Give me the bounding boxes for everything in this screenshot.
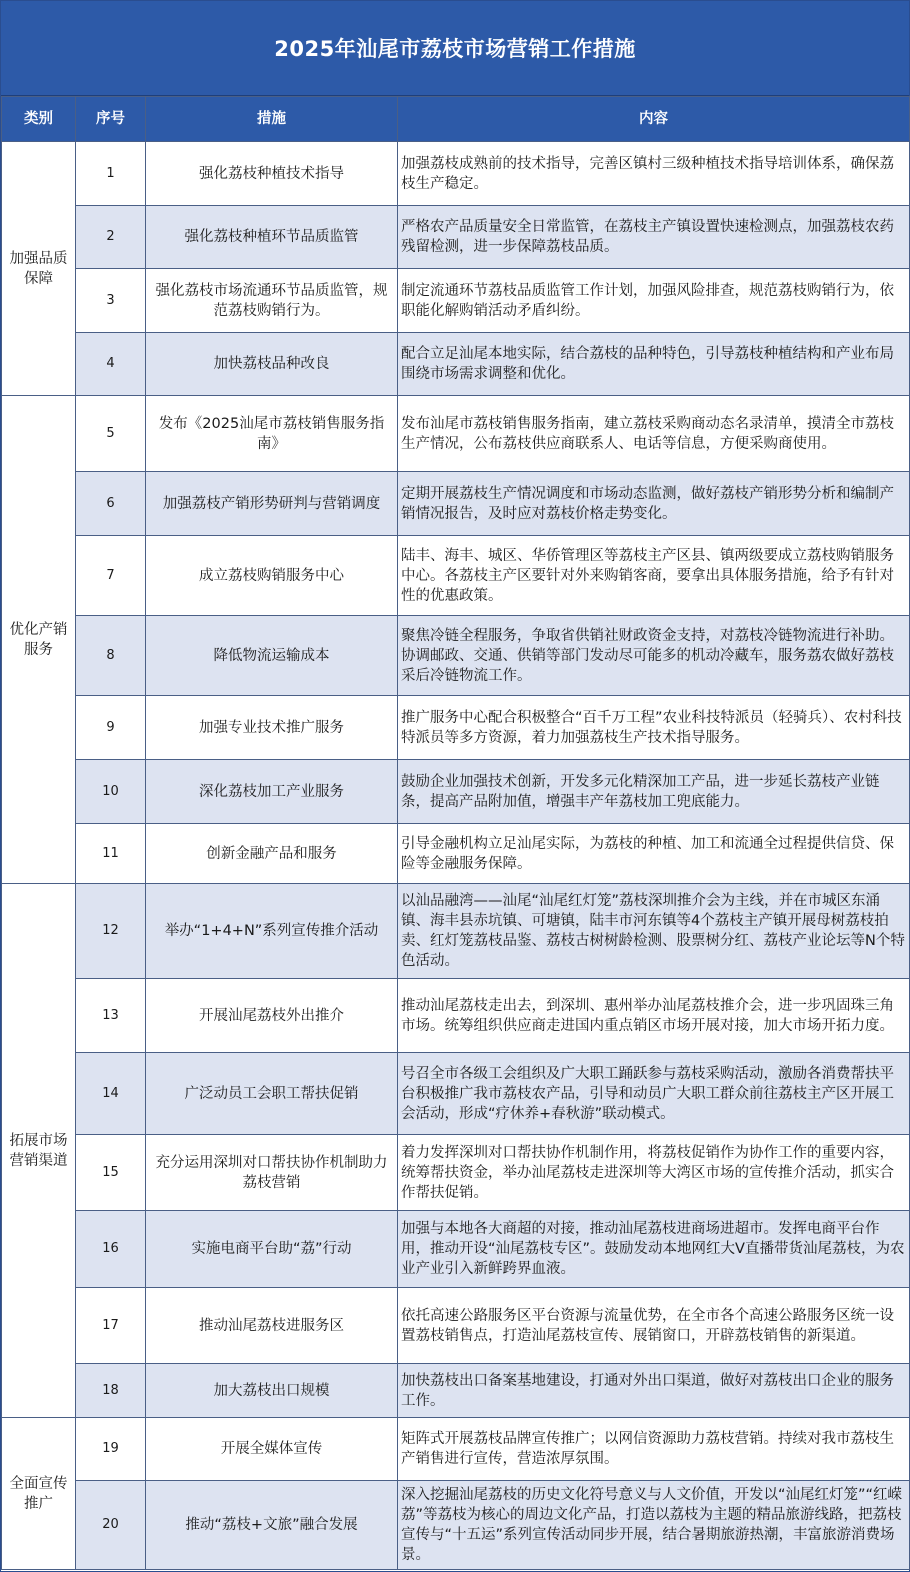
header-number: 序号 [76,97,146,142]
number-cell: 16 [76,1211,146,1288]
number-cell: 6 [76,472,146,536]
content-cell: 推动汕尾荔枝走出去，到深圳、惠州举办汕尾荔枝推介会，进一步巩固珠三角市场。统筹组织供应商走进国内重点销区市场开展对接，加大市场开拓力度。 [398,979,910,1053]
header-category: 类别 [2,97,76,142]
table-row [2,333,910,396]
measure-cell: 开展全媒体宣传 [146,1418,398,1481]
measure-cell: 充分运用深圳对口帮扶协作机制助力荔枝营销 [146,1135,398,1211]
number-cell: 7 [76,536,146,616]
content-cell: 定期开展荔枝生产情况调度和市场动态监测，做好荔枝产销形势分析和编制产销情况报告，及时应对荔枝价格走势变化。 [398,472,910,536]
table-header-row [2,97,910,142]
measure-cell: 加强荔枝产销形势研判与营销调度 [146,472,398,536]
category-cell: 拓展市场营销渠道 [2,884,76,1418]
content-cell: 陆丰、海丰、城区、华侨管理区等荔枝主产区县、镇两级要成立荔枝购销服务中心。各荔枝主产区要针对外来购销客商，要拿出具体服务措施，给予有针对性的优惠政策。 [398,536,910,616]
table-row [2,1288,910,1364]
measure-cell: 发布《2025汕尾市荔枝销售服务指南》 [146,396,398,472]
measure-cell: 创新金融产品和服务 [146,824,398,884]
content-cell: 鼓励企业加强技术创新，开发多元化精深加工产品，进一步延长荔枝产业链条，提高产品附加值，增强丰产年荔枝加工兜底能力。 [398,760,910,824]
number-cell: 12 [76,884,146,979]
table-row [2,1053,910,1135]
table-row [2,472,910,536]
table-row [2,142,910,206]
content-cell: 引导金融机构立足汕尾实际，为荔枝的种植、加工和流通全过程提供信贷、保险等金融服务保障。 [398,824,910,884]
measure-cell: 开展汕尾荔枝外出推介 [146,979,398,1053]
table-row [2,206,910,269]
table-row [2,1135,910,1211]
document-title: 2025年汕尾市荔枝市场营销工作措施 [1,1,909,96]
content-cell: 号召全市各级工会组织及广大职工踊跃参与荔枝采购活动，激励各消费帮扶平台积极推广我市荔枝农产品，引导和动员广大职工群众前往荔枝主产区开展工会活动，形成“疗休养+春秋游”联动模式。 [398,1053,910,1135]
number-cell: 13 [76,979,146,1053]
category-cell: 优化产销服务 [2,396,76,884]
content-cell: 发布汕尾市荔枝销售服务指南，建立荔枝采购商动态名录清单，摸清全市荔枝生产情况，公布荔枝供应商联系人、电话等信息，方便采购商使用。 [398,396,910,472]
number-cell: 2 [76,206,146,269]
measure-cell: 广泛动员工会职工帮扶促销 [146,1053,398,1135]
number-cell: 18 [76,1364,146,1418]
content-cell: 聚焦冷链全程服务，争取省供销社财政资金支持，对荔枝冷链物流进行补助。协调邮政、交通、供销等部门发动尽可能多的机动冷藏车，服务荔农做好荔枝采后冷链物流工作。 [398,616,910,696]
measure-cell: 举办“1+4+N”系列宣传推介活动 [146,884,398,979]
measure-cell: 成立荔枝购销服务中心 [146,536,398,616]
measure-cell: 降低物流运输成本 [146,616,398,696]
category-cell: 加强品质保障 [2,142,76,396]
table-row [2,760,910,824]
content-cell: 加强与本地各大商超的对接，推动汕尾荔枝进商场进超市。发挥电商平台作用，推动开设“汕尾荔枝专区”。鼓励发动本地网红大V直播带货汕尾荔枝，为农业产业引入新鲜跨界血液。 [398,1211,910,1288]
table-row [2,269,910,333]
content-cell: 严格农产品质量安全日常监管，在荔枝主产镇设置快速检测点，加强荔枝农药残留检测，进一步保障荔枝品质。 [398,206,910,269]
measures-table [1,96,910,1570]
table-row [2,1481,910,1570]
table-row [2,884,910,979]
number-cell: 10 [76,760,146,824]
number-cell: 3 [76,269,146,333]
content-cell: 制定流通环节荔枝品质监管工作计划，加强风险排查，规范荔枝购销行为，依职能化解购销活动矛盾纠纷。 [398,269,910,333]
content-cell: 推广服务中心配合积极整合“百千万工程”农业科技特派员（轻骑兵）、农村科技特派员等多方资源，着力加强荔枝生产技术指导服务。 [398,696,910,760]
measure-cell: 实施电商平台助“荔”行动 [146,1211,398,1288]
table-row [2,536,910,616]
content-cell: 加强荔枝成熟前的技术指导，完善区镇村三级种植技术指导培训体系，确保荔枝生产稳定。 [398,142,910,206]
header-content: 内容 [398,97,910,142]
content-cell: 着力发挥深圳对口帮扶协作机制作用，将荔枝促销作为协作工作的重要内容，统筹帮扶资金，举办汕尾荔枝走进深圳等大湾区市场的宣传推介活动，抓实合作帮扶促销。 [398,1135,910,1211]
number-cell: 19 [76,1418,146,1481]
table-row [2,824,910,884]
number-cell: 15 [76,1135,146,1211]
number-cell: 8 [76,616,146,696]
measure-cell: 加快荔枝品种改良 [146,333,398,396]
measure-cell: 加强专业技术推广服务 [146,696,398,760]
number-cell: 20 [76,1481,146,1570]
content-cell: 矩阵式开展荔枝品牌宣传推广；以网信资源助力荔枝营销。持续对我市荔枝生产销售进行宣传，营造浓厚氛围。 [398,1418,910,1481]
number-cell: 5 [76,396,146,472]
table-row [2,396,910,472]
content-cell: 依托高速公路服务区平台资源与流量优势，在全市各个高速公路服务区统一设置荔枝销售点，打造汕尾荔枝宣传、展销窗口，开辟荔枝销售的新渠道。 [398,1288,910,1364]
number-cell: 17 [76,1288,146,1364]
content-cell: 加快荔枝出口备案基地建设，打通对外出口渠道，做好对荔枝出口企业的服务工作。 [398,1364,910,1418]
table-row [2,696,910,760]
measure-cell: 强化荔枝种植环节品质监管 [146,206,398,269]
number-cell: 14 [76,1053,146,1135]
measure-cell: 强化荔枝市场流通环节品质监管，规范荔枝购销行为。 [146,269,398,333]
table-row [2,1364,910,1418]
number-cell: 11 [76,824,146,884]
measure-cell: 加大荔枝出口规模 [146,1364,398,1418]
measure-cell: 深化荔枝加工产业服务 [146,760,398,824]
number-cell: 9 [76,696,146,760]
content-cell: 深入挖掘汕尾荔枝的历史文化符号意义与人文价值，开发以“汕尾红灯笼”“红嵘荔”等荔枝为核心的周边文化产品，打造以荔枝为主题的精品旅游线路，把荔枝宣传与“十五运”系列宣传活动同步开展，结合暑期旅游热潮，丰富旅游消费场景。 [398,1481,910,1570]
table-row [2,1418,910,1481]
table-body [2,142,910,1570]
measure-cell: 推动汕尾荔枝进服务区 [146,1288,398,1364]
category-cell: 全面宣传推广 [2,1418,76,1570]
measure-cell: 推动“荔枝+文旅”融合发展 [146,1481,398,1570]
header-measure: 措施 [146,97,398,142]
table-row [2,616,910,696]
table-row [2,979,910,1053]
number-cell: 1 [76,142,146,206]
content-cell: 配合立足汕尾本地实际，结合荔枝的品种特色，引导荔枝种植结构和产业布局围绕市场需求调整和优化。 [398,333,910,396]
table-row [2,1211,910,1288]
number-cell: 4 [76,333,146,396]
measure-cell: 强化荔枝种植技术指导 [146,142,398,206]
content-cell: 以汕品融湾——汕尾“汕尾红灯笼”荔枝深圳推介会为主线，并在市城区东涌镇、海丰县赤坑镇、可塘镇，陆丰市河东镇等4个荔枝主产镇开展母树荔枝拍卖、红灯笼荔枝品鉴、荔枝古树树龄检测、股票树分红、荔枝产业论坛等N个特色活动。 [398,884,910,979]
